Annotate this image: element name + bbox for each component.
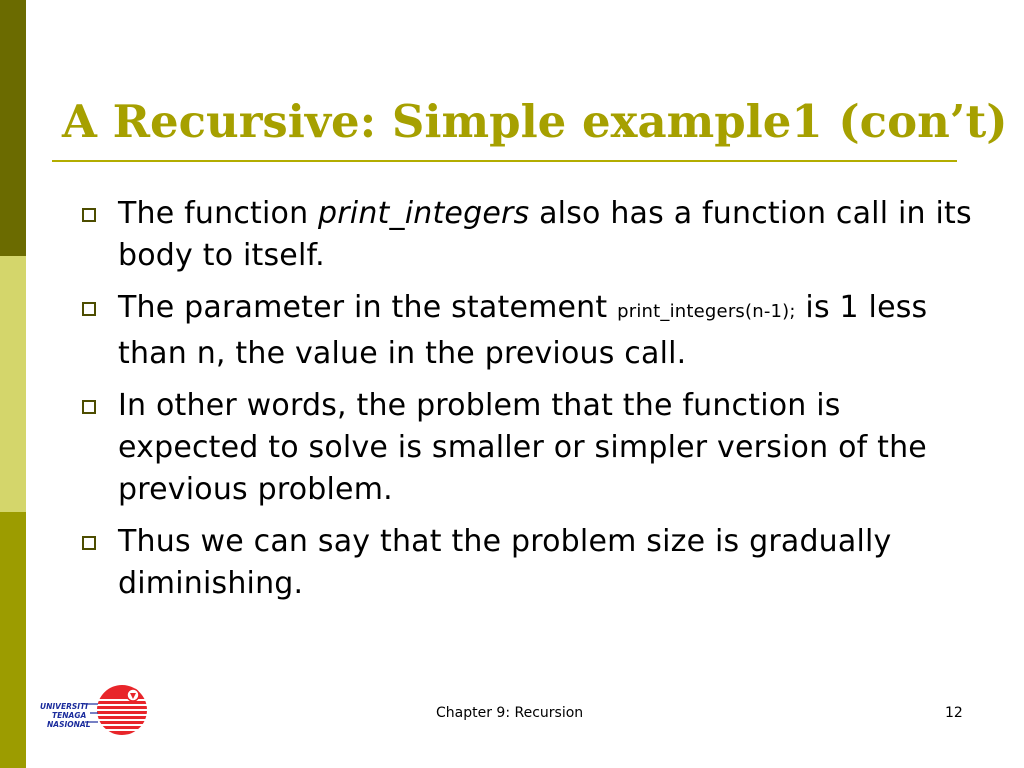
footer-page-number: 12 [945,705,963,721]
bullet-text-part: is 1 less than n, the value in the previous call. [118,290,928,371]
bullet-item [80,385,980,511]
bullet-text-part: also has a function call in its body to itself. [118,196,972,273]
square-bullet-icon [82,302,96,316]
logo-emblem [96,685,148,735]
bullet-text: In other words, the problem that the function is expected to solve is smaller or simpler version of the previous problem. [118,388,927,507]
side-bar [0,0,26,768]
slide-title: A Recursive: Simple example1 (con’t) [62,95,1008,148]
title-underline [52,160,957,162]
square-bullet-icon [82,536,96,550]
function-name-emphasis: print_integers [318,196,530,231]
footer-chapter: Chapter 9: Recursion [436,705,584,721]
logo-line-1: UNIVERSITI [40,702,88,711]
bullet-text-part: The function [118,196,319,231]
logo-line-3: NASIONAL [47,720,91,729]
square-bullet-icon [82,400,96,414]
bullet-list [80,193,980,615]
code-snippet: print_integers(n-1); [617,301,796,322]
bullet-item [80,287,980,375]
bullet-item [80,521,980,605]
side-bar-top-segment [0,0,26,256]
logo-wordmark [40,702,91,729]
square-bullet-icon [82,208,96,222]
side-bar-bottom-segment [0,512,26,768]
side-bar-middle-segment [0,256,26,512]
bullet-text [118,193,980,277]
logo-line-2: TENAGA [52,711,87,720]
bullet-text-part: The parameter in the statement [118,290,618,325]
bullet-item [80,193,980,277]
bullet-text [118,287,980,375]
university-logo [38,682,150,738]
bullet-text: Thus we can say that the problem size is gradually diminishing. [118,524,892,601]
